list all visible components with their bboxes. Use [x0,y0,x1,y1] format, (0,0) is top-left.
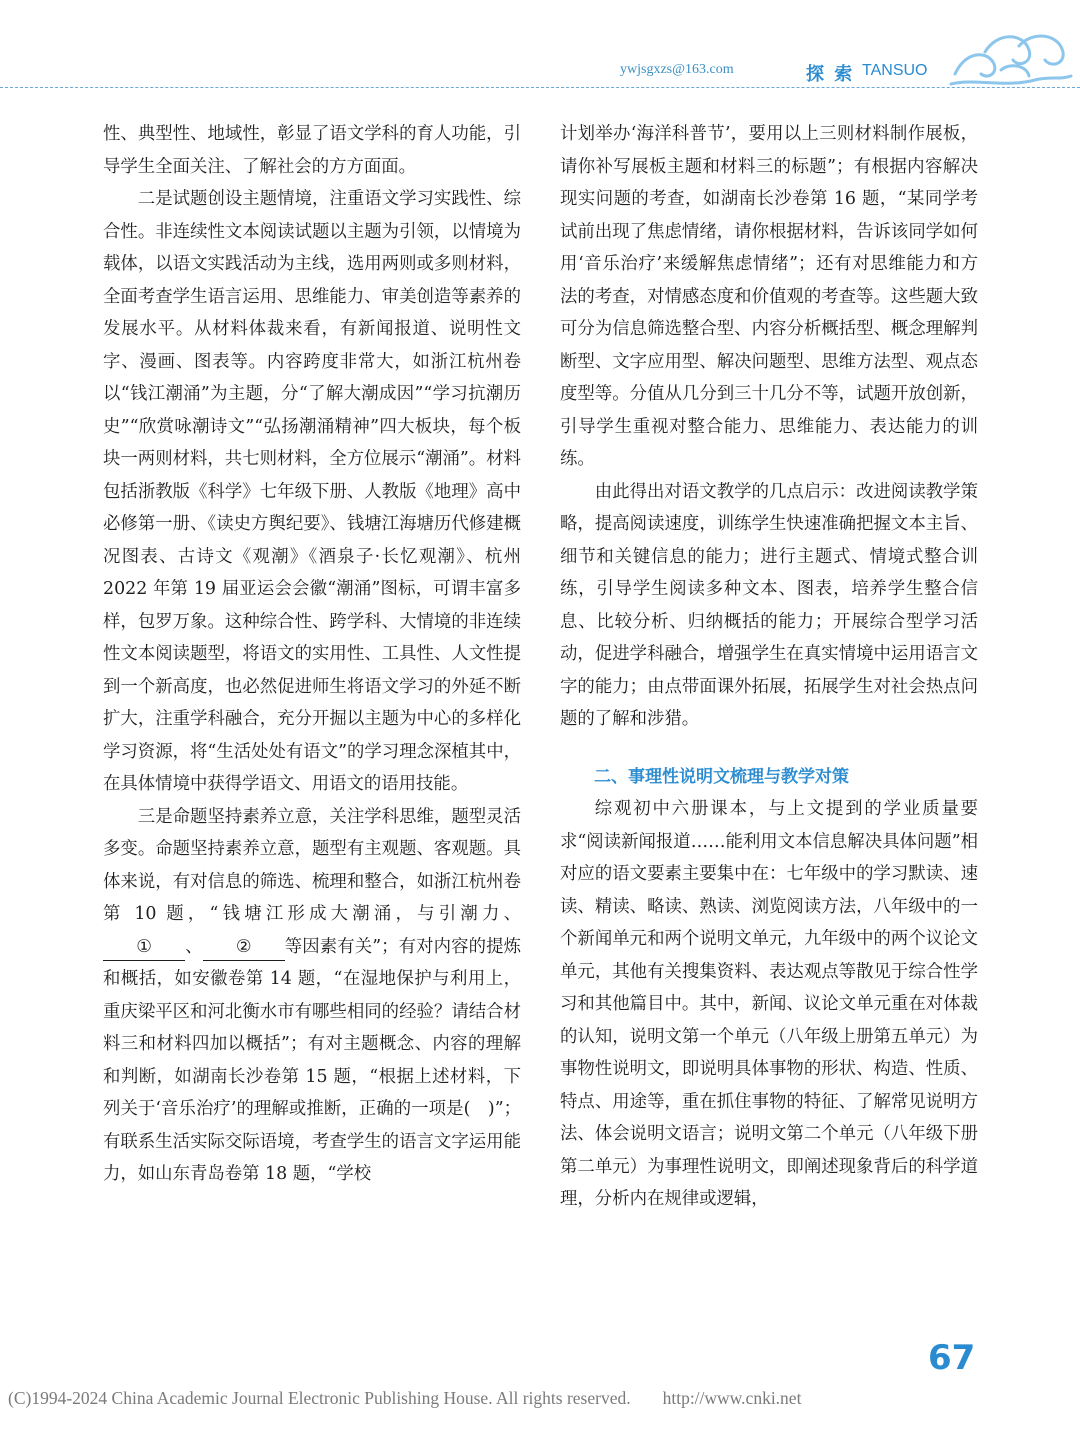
fill-blank-2: ② [203,934,285,961]
header-section-english: TANSUO [862,62,928,79]
left-paragraph-1: 性、典型性、地域性，彰显了语文学科的育人功能，引导学生全面关注、了解社会的方方面面。 [103,124,521,177]
right-column [560,118,978,1216]
blank-separator: 、 [185,936,203,957]
left-paragraph-3 [103,801,521,1191]
left-paragraph-2: 二是试题创设主题情境，注重语文学习实践性、综合性。非连续性文本阅读试题以主题为引领，以情境为载体，以语文实践活动为主线，选用两则或多则材料，全面考查学生语言运用、思维能力、审美创造等素养的发展水平。从材料体裁来看，有新闻报道、说明性文字、漫画、图表等。内容跨度非常大，如浙江杭州卷以“钱江潮涌”为主题，分“了解大潮成因”“学习抗潮历史”“欣赏咏潮诗文”“弘扬潮涌精神”四大板块，每个板块一两则材料，共七则材料，全方位展示“潮涌”。材料包括浙教版《科学》七年级下册、人教版《地理》高中必修第一册、《读史方舆纪要》、钱塘江海塘历代修建概况图表、古诗文《观潮》《酒泉子·长忆观潮》、杭州 2022 年第 19 届亚运会会徽“潮涌”图标，可谓丰富多样，包罗万象。这种综合性、跨学科、大情境的非连续性文本阅读题型，将语文的实用性、工具性、人文性提到一个新高度，也必然促进师生将语文学习的外延不断扩大，注重学科融合，充分开掘以主题为中心的多样化学习资源，将“生活处处有语文”的学习理念深植其中，在具体情境中获得学语文、用语文的语用技能。 [103,189,521,794]
footer-copyright: (C)1994-2024 China Academic Journal Electronic Publishing House. All rights reserved. [8,1388,631,1408]
section-heading: 二、事理性说明文梳理与教学对策 [594,766,849,787]
page-number: 67 [928,1338,976,1378]
fill-blank-1: ① [103,934,185,961]
footer-url: http://www.cnki.net [662,1388,802,1408]
header-email: ywjsgxzs@163.com [620,62,734,77]
left-paragraph-3-part-b: 等因素有关”；有对内容的提炼和概括，如安徽卷第 14 题，“在湿地保护与利用上，重庆梁平区和河北衡水市有哪些相同的经验？请结合材料三和材料四加以概括”；有对主题概念、内容的理解和判断，如湖南长沙卷第 15 题，“根据上述材料，下列关于‘音乐治疗’的理解或推断，正确的一项是( )”；有联系生活实际交际语境，考查学生的语言文字运用能力，如山东青岛卷第 18 题，“学校 [103,936,521,1184]
right-paragraph-3: 综观初中六册课本，与上文提到的学业质量要求“阅读新闻报道……能利用文本信息解决具体问题”相对应的语文要素主要集中在：七年级中的学习默读、速读、精读、略读、熟读、浏览阅读方法，八年级中的一个新闻单元和两个说明文单元，九年级中的两个议论文单元，其他有关搜集资料、表达观点等散见于综合性学习和其他篇目中。其中，新闻、议论文单元重在对体裁的认知，说明文第一个单元（八年级上册第五单元）为事物性说明文，即说明具体事物的形状、构造、性质、特点、用途等，重在抓住事物的特征、了解常见说明方法、体会说明文语言；说明文第二个单元（八年级下册第二单元）为事理性说明文，即阐述现象背后的科学道理，分析内在规律或逻辑， [560,799,978,1209]
right-paragraph-2: 由此得出对语文教学的几点启示：改进阅读教学策略，提高阅读速度，训练学生快速准确把握文本主旨、细节和关键信息的能力；进行主题式、情境式整合训练，引导学生阅读多种文本、图表，培养学生整合信息、比较分析、归纳概括的能力；开展综合型学习活动，促进学科融合，增强学生在真实情境中运用语言文字的能力；由点带面课外拓展，拓展学生对社会热点问题的了解和涉猎。 [560,481,978,729]
header-section-title: 探 索 [806,64,855,85]
wave-cloud-logo-icon [945,22,1075,92]
right-paragraph-1: 计划举办‘海洋科普节’，要用以上三则材料制作展板，请你补写展板主题和材料三的标题”；有根据内容解决现实问题的考查，如湖南长沙卷第 16 题，“某同学考试前出现了焦虑情绪，请你根据材料，告诉该同学如何用‘音乐治疗’来缓解焦虑情绪”；还有对思维能力和方法的考查，对情感态度和价值观的考查等。这些题大致可分为信息筛选整合型、内容分析概括型、概念理解判断型、文字应用型、解决问题型、思维方法型、观点态度型等。分值从几分到三十几分不等，试题开放创新，引导学生重视对整合能力、思维能力、表达能力的训练。 [560,124,978,469]
header-divider [0,87,1080,88]
left-column [103,118,521,1191]
footer [8,1388,833,1409]
left-paragraph-3-part-a: 三是命题坚持素养立意，关注学科思维，题型灵活多变。命题坚持素养立意，题型有主观题、客观题。具体来说，有对信息的筛选、梳理和整合，如浙江杭州卷第 10 题，“钱塘江形成大潮涌，与引潮力、 [103,806,521,924]
